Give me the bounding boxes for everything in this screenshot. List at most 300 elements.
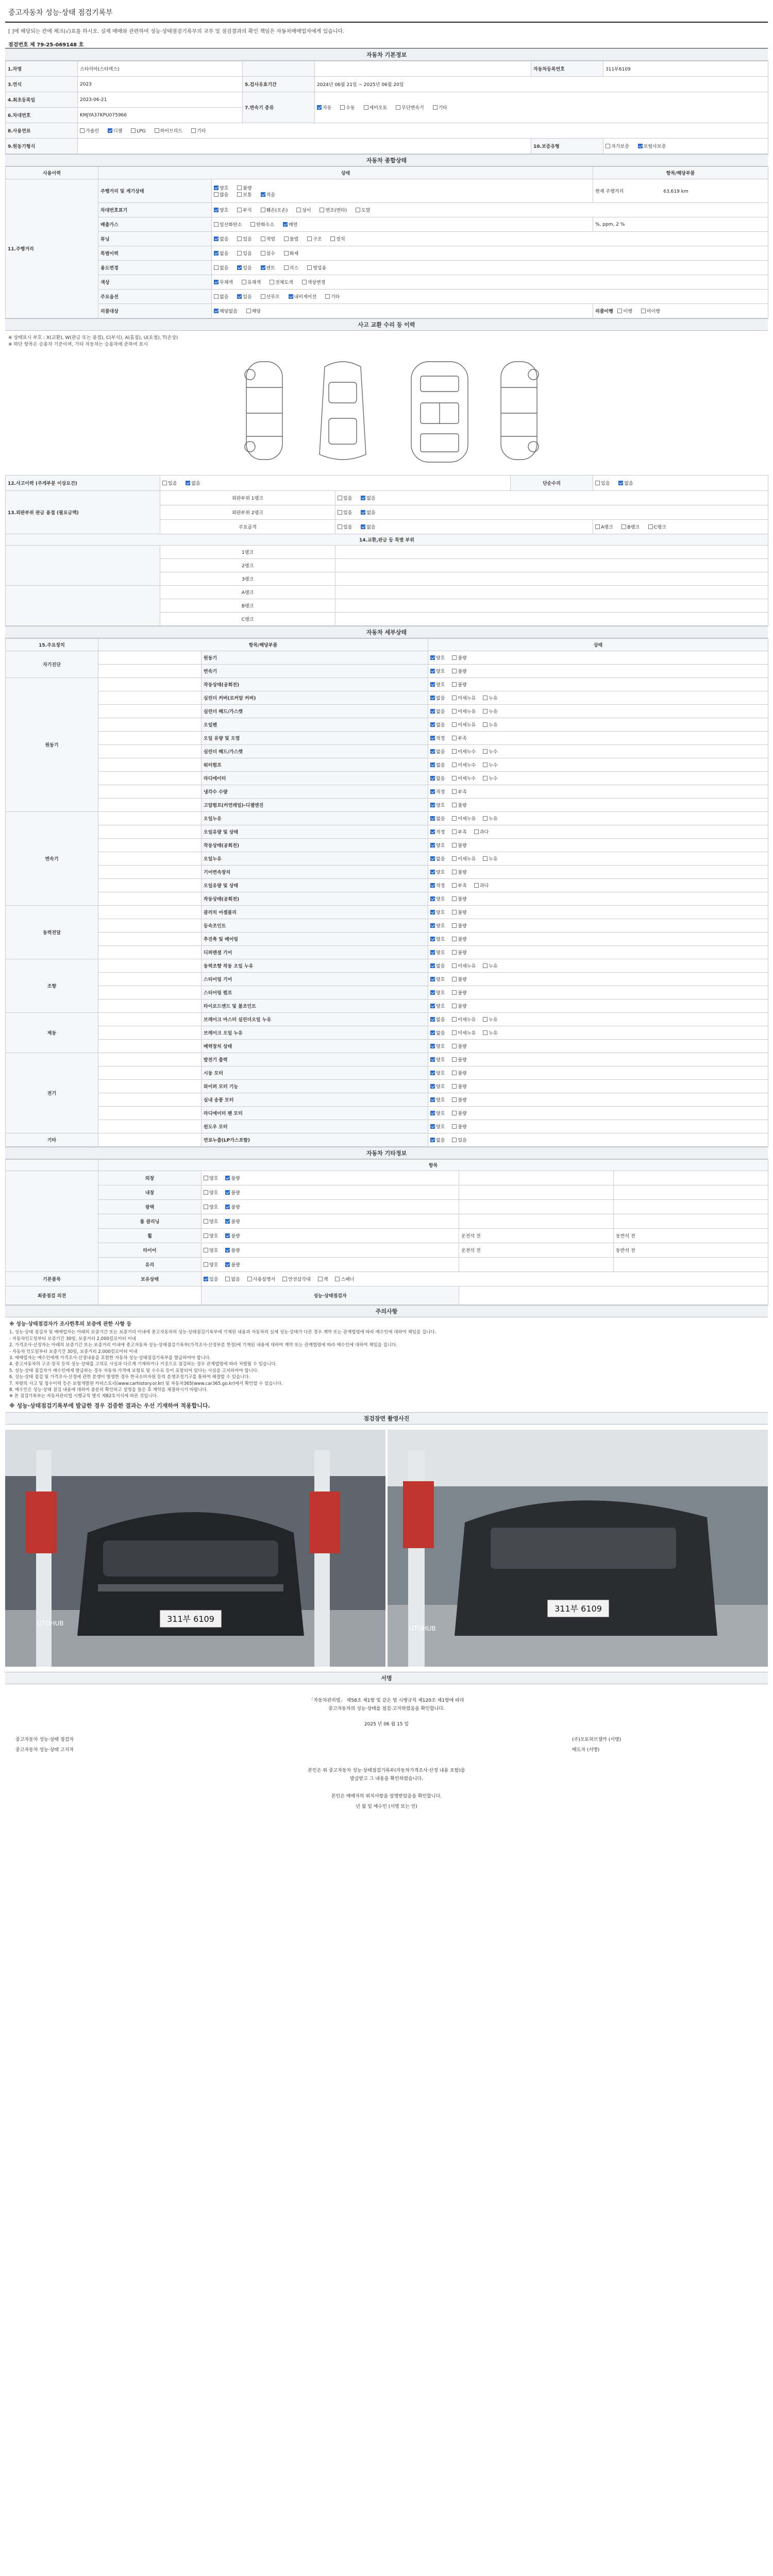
accident-table: 12.사고이력 (주개부분 이상요건) 있음 없음 단순수리 있음 없음 13.외판부위 판금 용접 (필요금액) 외판부위 1랭크 있음 없음 외판부위 2랭크 있음 없음 주요골격 있음 없음 A랭크 B랭크 C랭크 14.교환,판금 등 특별 부위 1랭크 2랭크 3랭크 A랭크 B랭크 C랭크 xyxy=(5,475,768,626)
checkbox[interactable] xyxy=(247,1277,252,1281)
checkbox[interactable] xyxy=(430,816,435,821)
option-label: 부족 xyxy=(458,884,467,889)
checkbox[interactable] xyxy=(430,990,435,995)
option-label: 스패너 xyxy=(341,1277,355,1282)
checkbox[interactable] xyxy=(618,481,623,485)
checkbox[interactable] xyxy=(452,1057,457,1062)
checkbox[interactable] xyxy=(430,789,435,794)
checkbox[interactable] xyxy=(225,1233,230,1238)
option-label: 부족 xyxy=(458,736,467,741)
option xyxy=(430,882,445,889)
checkbox[interactable] xyxy=(225,1190,230,1195)
table-row xyxy=(6,1026,768,1040)
checkbox[interactable] xyxy=(204,1219,208,1224)
table-row xyxy=(6,1258,768,1272)
spacer-cell xyxy=(98,1066,201,1080)
checkbox[interactable] xyxy=(483,1017,488,1022)
checkbox[interactable] xyxy=(483,856,488,861)
checkbox[interactable] xyxy=(452,896,457,901)
checkbox[interactable] xyxy=(296,208,301,212)
checkbox[interactable] xyxy=(225,1262,230,1267)
checkbox[interactable] xyxy=(80,128,85,133)
checkbox[interactable] xyxy=(452,870,457,874)
status-options xyxy=(428,1026,768,1040)
spacer-cell xyxy=(98,933,201,946)
checkbox[interactable] xyxy=(430,1124,435,1129)
section-notes: 주의사항 xyxy=(5,1305,768,1317)
option-label: 양호 xyxy=(436,669,445,674)
checkbox[interactable] xyxy=(237,208,242,212)
spacer-cell xyxy=(98,946,201,959)
checkbox[interactable] xyxy=(204,1233,208,1238)
checkbox[interactable] xyxy=(430,762,435,767)
option xyxy=(452,1110,466,1116)
col-item: 항목/해당부품 xyxy=(593,167,768,179)
checkbox[interactable] xyxy=(452,923,457,928)
option-label: 양호 xyxy=(209,1205,219,1210)
checkbox[interactable] xyxy=(338,496,342,500)
status-options xyxy=(428,946,768,959)
option xyxy=(430,708,445,715)
option xyxy=(483,721,497,728)
status-options xyxy=(428,1107,768,1120)
option-label: 양호 xyxy=(436,1071,445,1076)
checkbox[interactable] xyxy=(225,1219,230,1224)
checkbox[interactable] xyxy=(131,128,136,133)
checkbox[interactable] xyxy=(452,736,457,740)
option xyxy=(430,668,445,674)
checkbox[interactable] xyxy=(452,682,457,687)
checkbox[interactable] xyxy=(242,280,246,284)
checkbox[interactable] xyxy=(452,696,457,700)
checkbox[interactable] xyxy=(452,709,457,714)
checkbox[interactable] xyxy=(430,937,435,941)
checkbox[interactable] xyxy=(641,309,646,313)
checkbox[interactable] xyxy=(452,1111,457,1115)
wheel-left xyxy=(459,1185,614,1200)
option xyxy=(430,1029,445,1036)
checkbox[interactable] xyxy=(261,251,265,256)
checkbox[interactable] xyxy=(340,105,345,110)
checkbox[interactable] xyxy=(452,856,457,861)
checkbox[interactable] xyxy=(330,236,335,241)
checkbox[interactable] xyxy=(250,222,255,227)
checkbox[interactable] xyxy=(430,883,435,888)
part-name: 브레이크 마스터 실린더오일 누유 xyxy=(201,1013,428,1026)
note-line: 6. 성능·상태 점검 및 가격조사·산정에 관한 분쟁이 발생한 경우 한국소비자원 등의 분쟁조정기구를 통하여 해결할 수 있습니다. xyxy=(9,1375,250,1380)
spacer-cell xyxy=(98,1013,201,1026)
checkbox[interactable] xyxy=(430,669,435,673)
checkbox[interactable] xyxy=(430,1084,435,1089)
status-options xyxy=(428,852,768,866)
checkbox[interactable] xyxy=(430,870,435,874)
option-label: 불량 xyxy=(458,1098,467,1103)
option-label: 누유 xyxy=(489,1031,498,1036)
option xyxy=(204,1204,218,1210)
checkbox[interactable] xyxy=(430,1044,435,1048)
checkbox[interactable] xyxy=(483,816,488,821)
doc-number: 점검번호 제 79-25-069148 호 xyxy=(5,38,768,48)
checkbox[interactable] xyxy=(338,524,342,529)
checkbox[interactable] xyxy=(483,749,488,754)
table-row xyxy=(6,1066,768,1080)
checkbox[interactable] xyxy=(320,208,324,212)
section-photos: 점검장면 촬영사진 xyxy=(5,1412,768,1425)
checkbox[interactable] xyxy=(186,481,190,485)
checkbox[interactable] xyxy=(452,722,457,727)
option-label: 안전삼각대 xyxy=(288,1277,311,1282)
status-options xyxy=(428,986,768,999)
checkbox[interactable] xyxy=(214,294,219,299)
inspection-photo-front xyxy=(5,1430,385,1667)
checkbox[interactable] xyxy=(430,1111,435,1115)
checkbox[interactable] xyxy=(214,208,219,212)
checkbox[interactable] xyxy=(452,990,457,995)
checkbox[interactable] xyxy=(237,294,242,299)
option xyxy=(430,936,445,942)
checkbox[interactable] xyxy=(237,265,242,270)
checkbox[interactable] xyxy=(483,722,488,727)
part-name: 등속조인트 xyxy=(201,919,428,933)
checkbox[interactable] xyxy=(452,816,457,821)
table-row xyxy=(6,678,768,691)
checkbox[interactable] xyxy=(289,294,293,299)
checkbox[interactable] xyxy=(452,910,457,914)
checkbox[interactable] xyxy=(430,1138,435,1142)
device-group-label: 변속기 xyxy=(6,812,98,906)
option xyxy=(483,694,497,701)
checkbox[interactable] xyxy=(483,762,488,767)
checkbox[interactable] xyxy=(474,883,479,888)
checkbox[interactable] xyxy=(361,496,365,500)
checkbox[interactable] xyxy=(452,1084,457,1089)
checkbox[interactable] xyxy=(452,1124,457,1129)
checkbox[interactable] xyxy=(237,185,242,190)
checkbox[interactable] xyxy=(452,1071,457,1075)
option xyxy=(430,922,445,929)
checkbox[interactable] xyxy=(307,236,312,241)
option xyxy=(483,761,497,768)
checkbox[interactable] xyxy=(261,265,265,270)
part-name: 작동상태(공회전) xyxy=(201,839,428,852)
col-usage: 사용이력 xyxy=(6,167,98,179)
part-name: 오일누유 xyxy=(201,812,428,825)
checkbox[interactable] xyxy=(430,736,435,740)
checkbox[interactable] xyxy=(237,192,242,197)
checkbox[interactable] xyxy=(483,963,488,968)
checkbox[interactable] xyxy=(430,722,435,727)
checkbox[interactable] xyxy=(284,236,289,241)
checkbox[interactable] xyxy=(452,789,457,794)
checkbox[interactable] xyxy=(483,709,488,714)
checkbox[interactable] xyxy=(361,524,365,529)
checkbox[interactable] xyxy=(318,1277,323,1281)
option-label: 없음 xyxy=(436,1138,445,1143)
checkbox[interactable] xyxy=(307,265,312,270)
checkbox[interactable] xyxy=(356,208,360,212)
option xyxy=(452,1029,476,1036)
checkbox[interactable] xyxy=(214,185,219,190)
option-label: 불량 xyxy=(458,683,467,688)
checkbox[interactable] xyxy=(261,192,265,197)
checkbox[interactable] xyxy=(155,128,159,133)
checkbox[interactable] xyxy=(452,803,457,807)
option-label: 불량 xyxy=(458,897,467,902)
checkbox[interactable] xyxy=(361,510,365,515)
checkbox[interactable] xyxy=(452,937,457,941)
spacer-cell xyxy=(98,986,201,999)
plate-text: 311부 6109 xyxy=(167,1614,214,1624)
other-info-table: 항목 외장 양호 불량 내장 양호 불량 광택 양호 불량 룸 클리닝 양호 불량 휠 양호 불량 운전석 전 동반석 전 타이어 양호 불량 운전석 전 동반석 전 유리 양호 불량 기본품목 보유상태 있음 없음 사용설명서 안전삼각대 잭 스패너 최종점검 의견 성능·상태점검자 xyxy=(5,1159,768,1305)
inspection-photo-rear xyxy=(388,1430,768,1667)
option-label: 적정 xyxy=(436,830,445,835)
option-label: 불량 xyxy=(458,843,467,849)
checkbox[interactable] xyxy=(214,309,219,313)
section-overall-state: 자동차 종합상태 xyxy=(5,154,768,166)
checkbox[interactable] xyxy=(204,1248,208,1252)
option xyxy=(452,802,466,808)
option xyxy=(430,962,445,969)
option-label: 양호 xyxy=(436,1058,445,1063)
checkbox[interactable] xyxy=(483,696,488,700)
checkbox[interactable] xyxy=(452,829,457,834)
checkbox[interactable] xyxy=(430,1097,435,1102)
option xyxy=(452,748,476,755)
checkbox[interactable] xyxy=(338,510,342,515)
option xyxy=(430,735,445,741)
option xyxy=(452,1003,466,1009)
checkbox[interactable] xyxy=(617,309,622,313)
option xyxy=(452,1123,466,1130)
option-label: 불량 xyxy=(231,1176,240,1181)
checkbox[interactable] xyxy=(204,1262,208,1267)
checkbox[interactable] xyxy=(261,294,265,299)
part-name: 오일 유량 및 오염 xyxy=(201,732,428,745)
part-name: 클러치 어셈블리 xyxy=(201,906,428,919)
checkbox[interactable] xyxy=(621,524,626,529)
checkbox[interactable] xyxy=(430,1057,435,1062)
checkbox[interactable] xyxy=(430,843,435,848)
checkbox[interactable] xyxy=(430,682,435,687)
table-row xyxy=(6,839,768,852)
checkbox[interactable] xyxy=(430,1030,435,1035)
checkbox[interactable] xyxy=(225,1277,230,1281)
checkbox[interactable] xyxy=(430,709,435,714)
option xyxy=(225,1261,240,1268)
checkbox[interactable] xyxy=(246,309,251,313)
option-label: 부족 xyxy=(458,830,467,835)
checkbox[interactable] xyxy=(214,192,219,197)
option-label: 적정 xyxy=(436,884,445,889)
checkbox[interactable] xyxy=(204,1176,208,1180)
engine-type-value xyxy=(78,139,531,154)
car-outline-icon xyxy=(5,351,768,475)
checkbox[interactable] xyxy=(452,655,457,660)
checkbox[interactable] xyxy=(214,265,219,270)
option-label: 잭 xyxy=(323,1277,328,1282)
checkbox[interactable] xyxy=(225,1205,230,1209)
checkbox[interactable] xyxy=(452,749,457,754)
checkbox[interactable] xyxy=(204,1190,208,1195)
part-name: 오일팬 xyxy=(201,718,428,732)
checkbox[interactable] xyxy=(483,1030,488,1035)
table-row xyxy=(6,1214,768,1229)
status-options xyxy=(428,705,768,718)
checkbox[interactable] xyxy=(214,236,219,241)
checkbox[interactable] xyxy=(595,524,600,529)
status-options xyxy=(428,906,768,919)
checkbox[interactable] xyxy=(284,265,289,270)
table-row xyxy=(6,718,768,732)
checkbox[interactable] xyxy=(474,829,479,834)
option-label: 불량 xyxy=(458,977,467,982)
option-label: 미세누유 xyxy=(458,964,476,969)
fuel-options: 가솔린 디젤 LPG 하이브리드 기타 xyxy=(78,123,768,139)
status-options xyxy=(428,839,768,852)
checkbox[interactable] xyxy=(452,963,457,968)
wheel-right xyxy=(614,1229,768,1243)
checkbox[interactable] xyxy=(430,655,435,660)
status-options xyxy=(428,1080,768,1093)
option-label: 미세누유 xyxy=(458,1031,476,1036)
checkbox[interactable] xyxy=(225,1248,230,1252)
checkbox[interactable] xyxy=(430,1071,435,1075)
checkbox[interactable] xyxy=(452,669,457,673)
option xyxy=(452,855,476,862)
checkbox[interactable] xyxy=(364,105,368,110)
checkbox[interactable] xyxy=(452,1097,457,1102)
checkbox[interactable] xyxy=(204,1277,208,1281)
checkbox[interactable] xyxy=(284,251,289,256)
col-status: 상태 xyxy=(428,639,768,651)
item-name: 휠 xyxy=(98,1229,201,1243)
checkbox[interactable] xyxy=(261,208,265,212)
spacer-cell xyxy=(98,1107,201,1120)
checkbox[interactable] xyxy=(483,776,488,781)
checkbox[interactable] xyxy=(452,1030,457,1035)
checkbox[interactable] xyxy=(452,776,457,781)
checkbox[interactable] xyxy=(335,1277,340,1281)
checkbox[interactable] xyxy=(214,280,219,284)
checkbox[interactable] xyxy=(452,950,457,955)
checkbox[interactable] xyxy=(430,910,435,914)
checkbox[interactable] xyxy=(430,829,435,834)
checkbox[interactable] xyxy=(430,963,435,968)
table-row xyxy=(6,1080,768,1093)
option xyxy=(452,1016,476,1023)
option-label: 누수 xyxy=(489,750,498,755)
checkbox[interactable] xyxy=(452,977,457,981)
checkbox[interactable] xyxy=(452,1044,457,1048)
checkbox[interactable] xyxy=(452,1138,457,1142)
checkbox[interactable] xyxy=(430,749,435,754)
checkbox[interactable] xyxy=(108,128,112,133)
item-options xyxy=(201,1171,459,1185)
spacer-cell xyxy=(98,678,201,691)
checkbox[interactable] xyxy=(430,1004,435,1008)
checkbox[interactable] xyxy=(282,1277,287,1281)
option-label: 미세누유 xyxy=(458,709,476,715)
col-state: 상태 xyxy=(98,167,593,179)
spacer-cell xyxy=(98,825,201,839)
checkbox[interactable] xyxy=(237,251,242,256)
spacer-cell xyxy=(98,839,201,852)
basic-items-state: 보유상태 xyxy=(98,1272,201,1286)
checkbox[interactable] xyxy=(430,803,435,807)
checkbox[interactable] xyxy=(606,144,610,148)
checkbox[interactable] xyxy=(191,128,196,133)
wheel-label: 동반석 전 xyxy=(616,1248,635,1253)
checkbox[interactable] xyxy=(270,280,274,284)
checkbox[interactable] xyxy=(162,481,167,485)
item-name: 유리 xyxy=(98,1258,201,1272)
option-label: 양호 xyxy=(436,870,445,875)
wheel-right xyxy=(614,1243,768,1258)
option-label: 양호 xyxy=(436,683,445,688)
option-label: 없음 xyxy=(436,1018,445,1023)
checkbox[interactable] xyxy=(433,105,438,110)
option-label: 없음 xyxy=(231,1277,240,1282)
checkbox[interactable] xyxy=(595,481,600,485)
checkbox[interactable] xyxy=(204,1205,208,1209)
checkbox[interactable] xyxy=(430,696,435,700)
checkbox[interactable] xyxy=(430,923,435,928)
checkbox[interactable] xyxy=(325,294,330,299)
checkbox[interactable] xyxy=(452,762,457,767)
option xyxy=(452,735,466,741)
plate-value: 311부6109 xyxy=(603,61,768,77)
part-name: 디퍼렌셜 기어 xyxy=(201,946,428,959)
table-row xyxy=(6,1185,768,1200)
checkbox[interactable] xyxy=(648,524,653,529)
col-part: 항목/해당부품 xyxy=(98,639,428,651)
checkbox[interactable] xyxy=(302,280,307,284)
checkbox[interactable] xyxy=(430,856,435,861)
option-label: 없음 xyxy=(436,709,445,715)
option xyxy=(452,1083,466,1090)
status-options xyxy=(428,879,768,892)
checkbox[interactable] xyxy=(317,105,322,110)
checkbox[interactable] xyxy=(225,1176,230,1180)
document xyxy=(5,0,768,1875)
table-row xyxy=(6,651,768,665)
checkbox[interactable] xyxy=(430,977,435,981)
wheel-left xyxy=(459,1214,614,1229)
checkbox[interactable] xyxy=(237,236,242,241)
checkbox[interactable] xyxy=(396,105,400,110)
checkbox[interactable] xyxy=(283,222,288,227)
status-options xyxy=(428,825,768,839)
checkbox[interactable] xyxy=(261,236,265,241)
checkbox[interactable] xyxy=(430,950,435,955)
part-name: 오일누유 xyxy=(201,852,428,866)
checkbox[interactable] xyxy=(452,1017,457,1022)
checkbox[interactable] xyxy=(452,843,457,848)
section-accident-history: 사고 교환 수리 등 이력 xyxy=(5,318,768,331)
checkbox[interactable] xyxy=(214,251,219,256)
checkbox[interactable] xyxy=(452,883,457,888)
option-label: 양호 xyxy=(436,937,445,942)
checkbox[interactable] xyxy=(430,1017,435,1022)
checkbox[interactable] xyxy=(452,1004,457,1008)
checkbox[interactable] xyxy=(430,776,435,781)
option xyxy=(430,802,445,808)
checkbox[interactable] xyxy=(214,222,219,227)
option xyxy=(452,721,476,728)
checkbox[interactable] xyxy=(430,896,435,901)
wheel-right xyxy=(614,1185,768,1200)
checkbox[interactable] xyxy=(638,144,643,148)
